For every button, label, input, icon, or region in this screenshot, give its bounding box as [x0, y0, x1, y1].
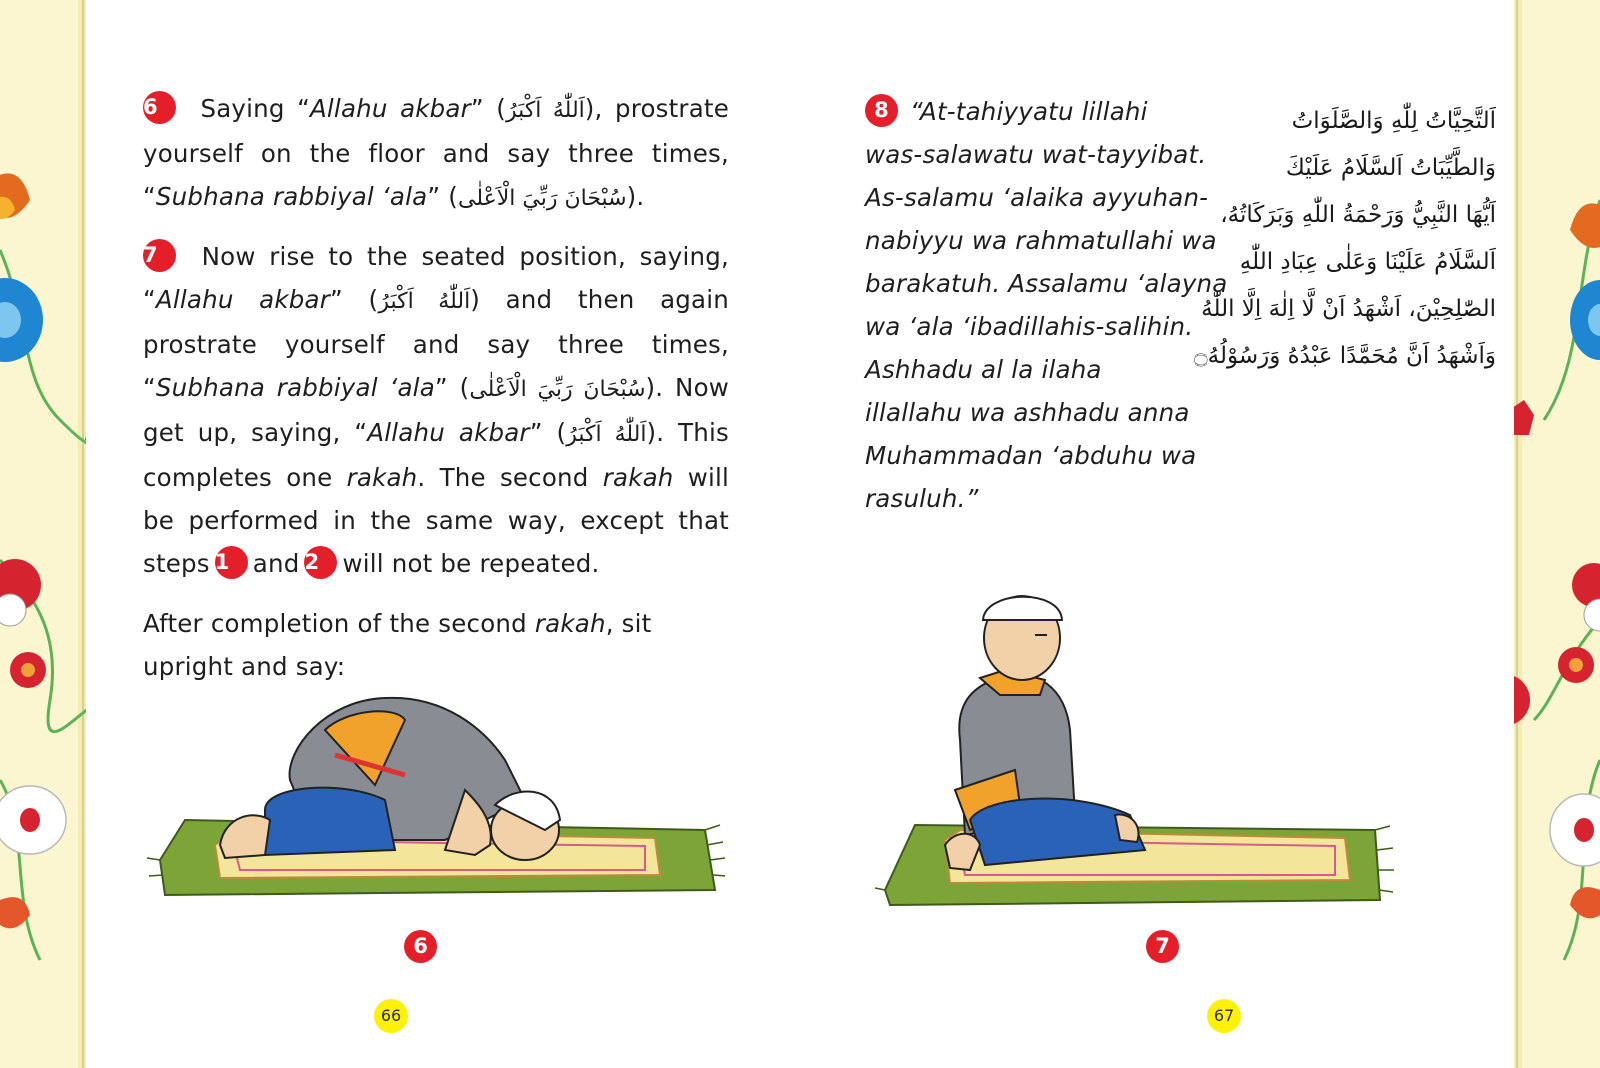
arabic-phrase: اَللّٰهُ اَكْبَرُ: [566, 422, 647, 447]
text-run: ” (: [434, 373, 470, 402]
italic-term: Allahu akbar: [367, 418, 530, 447]
step-7-paragraph: [143, 235, 729, 585]
transliteration-line: illallahu wa ashhadu anna: [865, 398, 1190, 427]
text-run: After completion of the second: [143, 609, 535, 638]
text-run: ). Now get up, saying, “: [143, 373, 730, 447]
italic-term: rakah: [534, 609, 606, 638]
text-run: . The second: [417, 463, 603, 492]
transliteration-line: rasuluh.”: [865, 484, 979, 513]
arabic-phrase: اَللّٰهُ اَكْبَرُ: [506, 98, 585, 123]
left-page-text: [143, 87, 729, 688]
right-floral-border: [1514, 0, 1600, 1068]
transliteration-line: was-salawatu wat-tayyibat.: [865, 140, 1207, 169]
seated-figure-art: [875, 590, 1395, 920]
figure-6-badge-container: [404, 930, 437, 963]
arabic-line: الصّٰلِحِيْنَ، اَشْهَدُ اَنْ لَّا اِلٰهَ اِلَّا اللّٰهُ: [1201, 296, 1496, 322]
figure-7-badge: 7: [1146, 930, 1179, 963]
transliteration-line: wa ‘ala ‘ibadillahis-salihin.: [865, 312, 1194, 341]
text-run: ), prostrate yourself on the floor and say three times, “: [143, 94, 730, 211]
prostration-illustration: [145, 690, 725, 910]
transliteration-line: Muhammadan ‘abduhu wa: [865, 441, 1197, 470]
text-run: ” (: [330, 285, 379, 314]
step-1-reference-badge: 1: [215, 546, 248, 579]
figure-6-badge: 6: [404, 930, 437, 963]
arabic-line: اَيُّهَا النَّبِيُّ وَرَحْمَةُ اللّٰهِ وَبَرَكَاتُهُ،: [1220, 202, 1496, 228]
text-run: will not be repeated.: [342, 549, 600, 578]
text-run: and: [252, 549, 300, 578]
italic-term: Allahu akbar: [155, 285, 331, 314]
tashahhud-arabic: [1194, 98, 1496, 380]
step-7-badge: 7: [143, 239, 176, 272]
step-2-reference-badge: 2: [304, 546, 337, 579]
text-run: ” (: [470, 94, 507, 123]
text-run: , sit upright and say:: [143, 609, 652, 681]
step-8-badge: 8: [865, 94, 898, 127]
figure-7-badge-container: [1146, 930, 1179, 963]
text-run: ).: [626, 182, 645, 211]
arabic-phrase: سُبْحَانَ رَبِّيَ الْاَعْلٰى: [469, 377, 646, 402]
step-6-paragraph: [143, 87, 729, 216]
left-floral-border: [0, 0, 86, 1068]
transliteration-line: nabiyyu wa rahmatullahi wa: [865, 226, 1217, 255]
transliteration-line: Ashhadu al la ilaha: [865, 355, 1102, 384]
italic-term: rakah: [602, 463, 674, 492]
text-run: Now rise to the seated position, saying, “: [143, 242, 729, 314]
italic-term: Subhana rabbiyal ‘ala: [155, 182, 428, 211]
italic-term: Subhana rabbiyal ‘ala: [155, 373, 435, 402]
seated-illustration: [875, 590, 1395, 920]
transliteration-line: barakatuh. Assalamu ‘alayna: [865, 269, 1228, 298]
arabic-line: وَالطَّيِّبَاتُ اَلسَّلَامُ عَلَيْكَ: [1285, 155, 1496, 181]
transliteration-line: As-salamu ‘alaika ayyuhan-: [865, 183, 1209, 212]
page-number-66: 66: [374, 999, 408, 1033]
step-8-transliteration: [865, 90, 1228, 520]
italic-term: Allahu akbar: [309, 94, 471, 123]
text-run: ) and then again prostrate yourself and say three times, “: [143, 285, 729, 402]
italic-term: rakah: [346, 463, 418, 492]
text-run: will be performed in the same way, except that steps: [143, 463, 729, 578]
transliteration-line: “At-tahiyyatu lillahi: [910, 97, 1148, 126]
prostration-figure-art: [145, 690, 725, 910]
arabic-phrase: سُبْحَانَ رَبِّيَ الْاَعْلٰى: [457, 186, 627, 211]
text-run: ” (: [427, 182, 458, 211]
arabic-line: وَاَشْهَدُ اَنَّ مُحَمَّدًا عَبْدُهُ وَرَسُوْلُهُ۝: [1194, 343, 1496, 369]
arabic-phrase: اَللّٰهُ اَكْبَرُ: [378, 289, 471, 314]
after-second-rakah-paragraph: [143, 602, 729, 688]
floral-border-left-art: [0, 0, 86, 1068]
page-number-67: 67: [1207, 999, 1241, 1033]
step-6-badge: 6: [143, 91, 176, 124]
text-run: ). This completes one: [143, 418, 729, 492]
arabic-line: اَلتَّحِيَّاتُ لِلّٰهِ وَالصَّلَوَاتُ: [1291, 108, 1496, 134]
text-run: ” (: [529, 418, 567, 447]
tashahhud-lines: [865, 90, 1228, 520]
floral-border-right-art: [1514, 0, 1600, 1068]
text-run: Saying “: [188, 94, 310, 123]
arabic-line: اَلسَّلَامُ عَلَيْنَا وَعَلٰى عِبَادِ اللّٰهِ: [1239, 249, 1496, 275]
